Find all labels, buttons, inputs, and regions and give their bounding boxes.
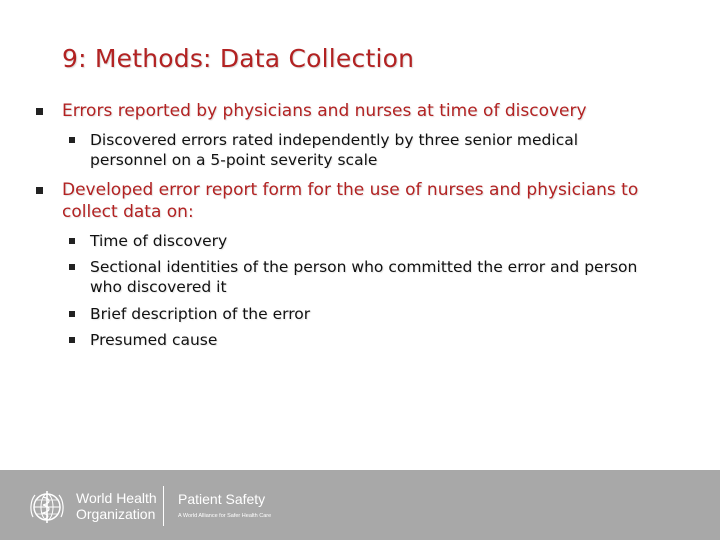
bullet-1 <box>36 100 676 122</box>
square-bullet-icon <box>69 238 75 244</box>
slide-title: 9: Methods: Data Collection <box>62 44 415 73</box>
bullet-1-text: Errors reported by physicians and nurses at time of discovery <box>62 101 587 121</box>
who-org-name: World Health Organization <box>76 490 157 522</box>
bullet-2-sub-2-text: Sectional identities of the person who committed the error and person who discovered it <box>90 258 638 296</box>
footer-divider <box>163 486 164 526</box>
bullet-2-text: Developed error report form for the use of nurses and physicians to collect data on: <box>62 180 639 222</box>
square-bullet-icon <box>36 187 43 194</box>
bullet-2-sub-4 <box>69 330 649 350</box>
square-bullet-icon <box>36 108 43 115</box>
patient-safety-tagline: A World Alliance for Safer Health Care <box>178 513 272 519</box>
bullet-2-sub-1 <box>69 231 649 251</box>
bullet-2-sub-1-text: Time of discovery <box>90 232 228 250</box>
bullet-1-sub-1-text: Discovered errors rated independently by three senior medical personnel on a 5-point severity scale <box>90 131 579 169</box>
bullet-2 <box>36 179 686 223</box>
bullet-2-sub-3 <box>69 304 649 324</box>
square-bullet-icon <box>69 337 75 343</box>
footer-bar <box>0 470 720 540</box>
who-emblem-icon <box>27 487 67 527</box>
square-bullet-icon <box>69 311 75 317</box>
bullet-2-sub-3-text: Brief description of the error <box>90 305 311 323</box>
patient-safety-title: Patient Safety <box>178 491 266 507</box>
square-bullet-icon <box>69 137 75 143</box>
bullet-1-sub-1 <box>69 130 639 170</box>
bullet-2-sub-4-text: Presumed cause <box>90 331 218 349</box>
bullet-2-sub-2 <box>69 257 649 297</box>
square-bullet-icon <box>69 264 75 270</box>
